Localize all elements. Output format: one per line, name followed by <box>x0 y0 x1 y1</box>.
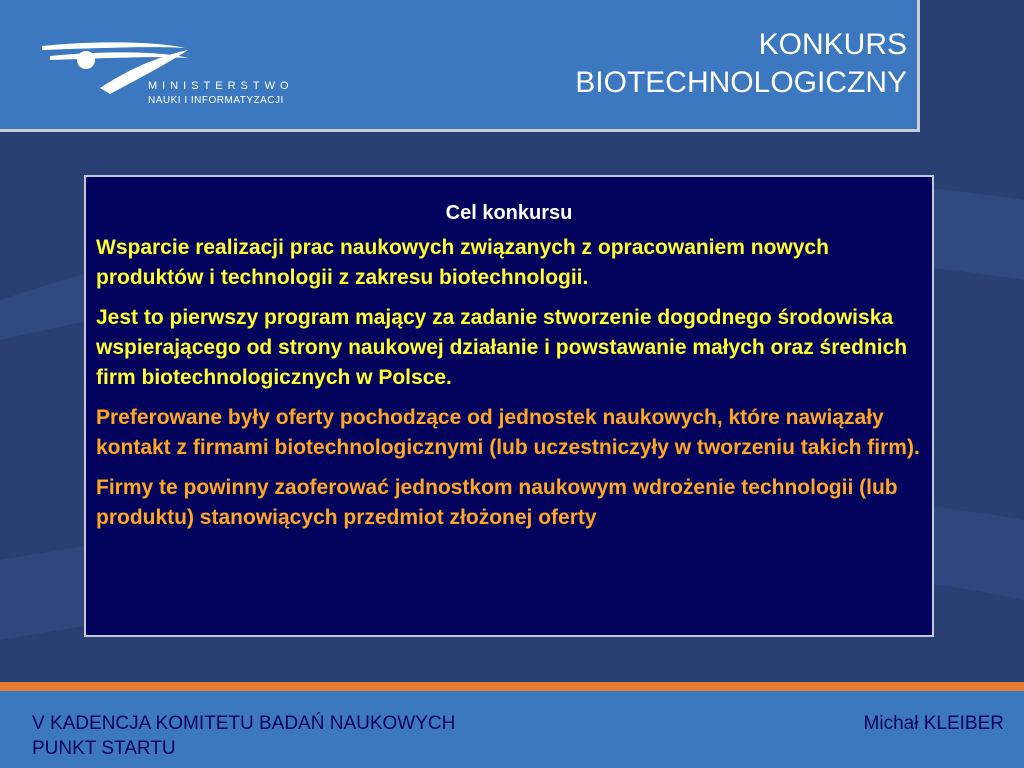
logo-text-ministry: MINISTERSTWO <box>148 80 294 92</box>
logo-text-department: NAUKI I INFORMATYZACJI <box>148 95 284 106</box>
footer-subtitle: PUNKT STARTU <box>32 738 176 759</box>
title-line-2: BIOTECHNOLOGICZNY <box>575 66 907 99</box>
header-bar <box>0 0 920 132</box>
footer-author: Michał KLEIBER <box>863 713 1004 734</box>
content-heading: Cel konkursu <box>445 202 573 224</box>
slide-title <box>407 26 907 102</box>
footer-committee: V KADENCJA KOMITETU BADAŃ NAUKOWYCH <box>32 713 456 734</box>
footer-left <box>32 711 455 761</box>
content-box <box>84 175 934 637</box>
paragraph-program: Jest to pierwszy program mający za zadanie stworzenie dogodnego środowiska wspierającego od strony naukowej działanie i powstawanie małych oraz średnich firm biotechnologicznych w Polsce. <box>96 306 908 389</box>
footer-bar <box>0 691 1024 768</box>
paragraph-firms: Firmy te powinny zaoferować jednostkom naukowym wdrożenie technologii (lub produktu) stanowiących przedmiot złożonej oferty <box>96 476 898 529</box>
title-line-1: KONKURS <box>758 28 907 61</box>
paragraph-preferred-offers: Preferowane były oferty pochodzące od jednostek naukowych, które nawiązały kontakt z firmami biotechnologicznymi (lub uczestniczyły w tworzeniu takich firm). <box>96 406 920 459</box>
accent-bar <box>0 682 1024 691</box>
paragraph-goal: Wsparcie realizacji prac naukowych związanych z opracowaniem nowych produktów i technologii z zakresu biotechnologii. <box>96 236 829 289</box>
